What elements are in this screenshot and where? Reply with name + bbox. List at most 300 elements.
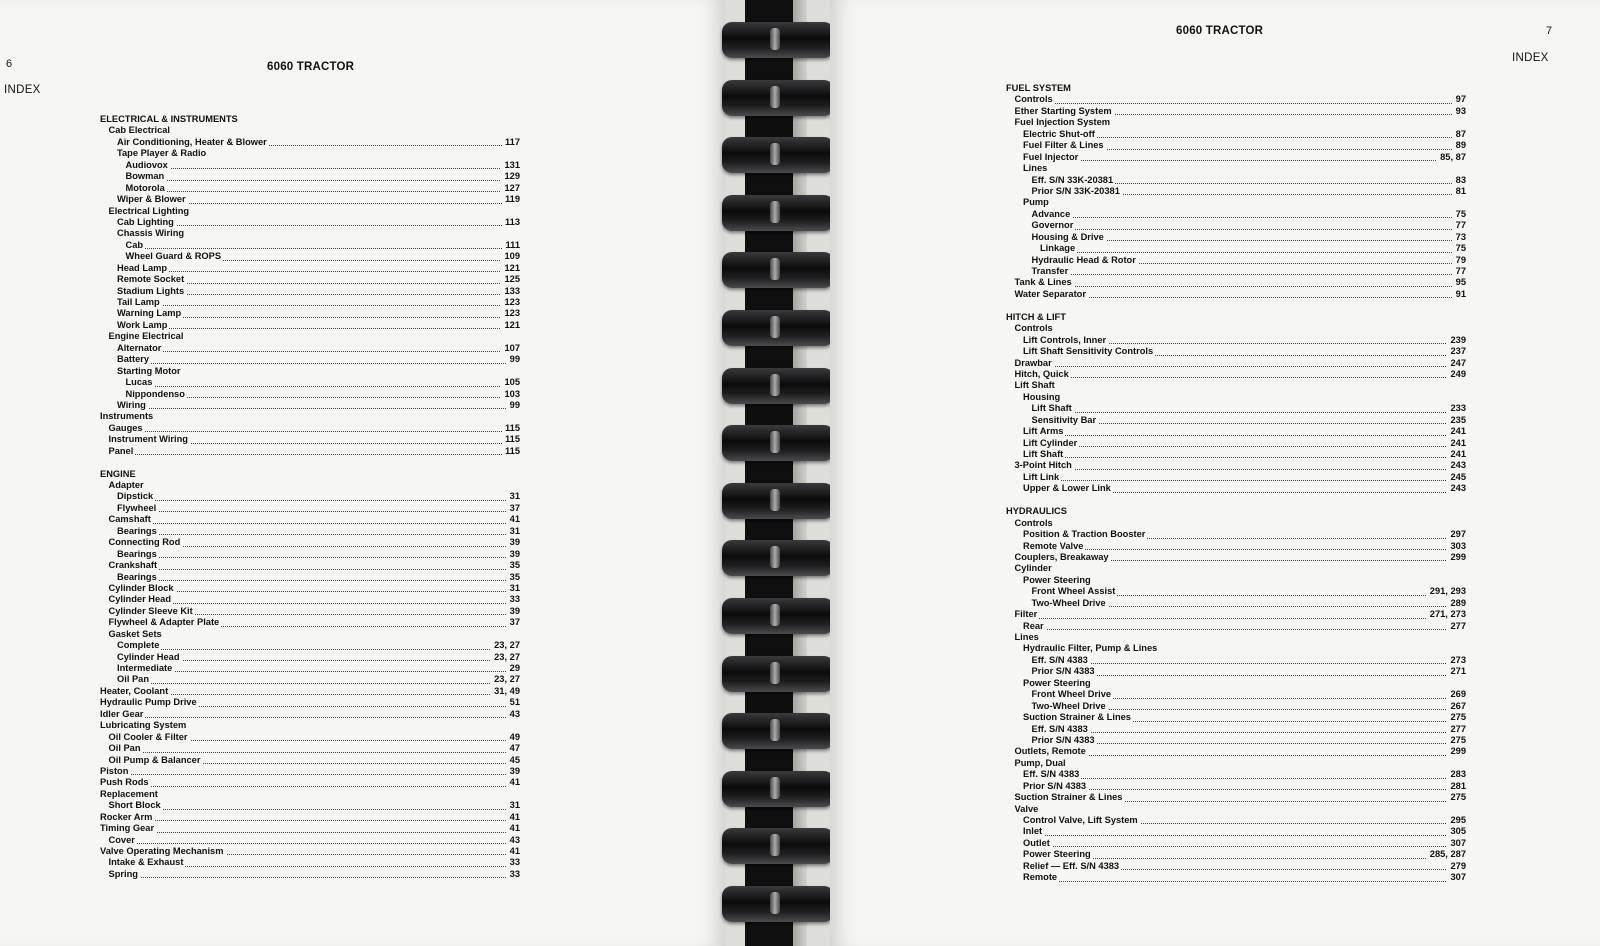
entry-label: Wiper & Blower	[117, 194, 186, 205]
entry-label: Prior S/N 4383	[1023, 780, 1087, 791]
entry-label: Cylinder Sleeve Kit	[108, 605, 193, 616]
entry-page-number: 113	[502, 217, 520, 228]
entry-page-number: 241	[1447, 449, 1466, 460]
entry-label: Prior S/N 33K-20381	[1031, 185, 1120, 196]
entry-page-number: 83	[1453, 175, 1466, 186]
section-heading	[100, 114, 520, 125]
entry-page-number: 245	[1447, 472, 1466, 483]
binding-coil	[722, 137, 834, 173]
entry-label: Warning Lamp	[117, 308, 182, 319]
binding-coil	[722, 195, 834, 231]
leader-dots	[1033, 618, 1466, 630]
entry-label: Power Steering	[1023, 677, 1091, 688]
entry-label: Chassis Wiring	[117, 228, 185, 239]
entry-page-number: 31	[507, 583, 520, 594]
entry-label: Housing & Drive	[1031, 231, 1104, 242]
section-heading	[1006, 312, 1466, 323]
entry-label: Advance	[1031, 208, 1071, 219]
binding-coil	[722, 713, 834, 749]
entry-label: Remote	[1023, 872, 1058, 883]
entry-page-number: 91	[1453, 289, 1466, 300]
entry-label: Adapter	[108, 480, 144, 490]
entry-label: Cab Lighting	[117, 216, 174, 227]
index-entry	[1006, 369, 1466, 380]
entry-label: Intermediate	[117, 663, 173, 673]
entry-label: Stadium Lights	[117, 285, 185, 296]
binding-coil	[722, 656, 834, 692]
entry-label: Cab Electrical	[108, 125, 170, 136]
entry-page-number: 37	[507, 503, 520, 514]
entry-page-number: 35	[507, 560, 520, 571]
entry-page-number: 123	[501, 308, 520, 319]
right-index-column	[1006, 83, 1466, 884]
index-entry	[1006, 872, 1466, 883]
entry-label: Ether Starting System	[1014, 105, 1112, 116]
index-entry	[1006, 621, 1466, 632]
entry-page-number: 297	[1447, 529, 1466, 540]
entry-page-number: 279	[1447, 861, 1466, 872]
entry-label: Engine Electrical	[108, 331, 184, 342]
entry-page-number: 23, 27	[491, 652, 520, 663]
entry-label: Nippondenso	[125, 388, 185, 399]
leader-dots	[110, 774, 520, 786]
entry-label: Lift Arms	[1023, 426, 1064, 437]
entry-label: Prior S/N 4383	[1031, 734, 1095, 745]
entry-label: Alternator	[117, 342, 162, 353]
entry-label: Instrument Wiring	[108, 434, 188, 445]
entry-page-number: 129	[501, 171, 520, 182]
entry-page-number: 237	[1447, 346, 1466, 357]
entry-label: Couplers, Breakaway	[1014, 551, 1109, 562]
entry-page-number: 271, 273	[1427, 609, 1466, 620]
entry-page-number: 51	[507, 697, 520, 708]
entry-page-number: 295	[1447, 815, 1466, 826]
entry-label: Electric Shut-off	[1023, 128, 1095, 139]
right-page	[830, 0, 1600, 946]
entry-page-number: 23, 27	[491, 674, 520, 685]
binding-coil	[722, 886, 834, 922]
binding-coil	[722, 368, 834, 404]
left-index-column	[100, 114, 520, 880]
section-heading-label: HITCH & LIFT	[1006, 311, 1066, 322]
entry-page-number: 241	[1447, 426, 1466, 437]
entry-page-number: 307	[1447, 872, 1466, 883]
entry-page-number: 73	[1453, 232, 1466, 243]
entry-label: Connecting Rod	[108, 537, 181, 548]
entry-label: Lift Shaft	[1014, 380, 1055, 391]
entry-label: Power Steering	[1023, 574, 1091, 585]
entry-label: Controls	[1014, 94, 1053, 105]
entry-page-number: 243	[1447, 460, 1466, 471]
binding-coil	[722, 483, 834, 519]
entry-page-number: 41	[507, 846, 520, 857]
entry-page-number: 275	[1447, 792, 1466, 803]
left-page	[0, 0, 725, 946]
entry-label: Two-Wheel Drive	[1031, 597, 1106, 608]
entry-label: Spring	[108, 868, 138, 879]
entry-label: Cab	[125, 239, 144, 250]
entry-page-number: 125	[501, 274, 520, 285]
entry-label: Water Separator	[1014, 288, 1086, 299]
entry-page-number: 89	[1453, 140, 1466, 151]
entry-label: Bearings	[117, 571, 157, 582]
binding-coil	[722, 598, 834, 634]
entry-label: Rocker Arm	[100, 811, 153, 822]
entry-page-number: 111	[503, 240, 521, 251]
entry-page-number: 23, 27	[491, 640, 520, 651]
entry-label: Gasket Sets	[108, 628, 162, 639]
left-index-label: INDEX	[4, 84, 41, 96]
entry-label: Complete	[117, 640, 160, 651]
entry-label: Cylinder Head	[117, 651, 180, 662]
binding-coil	[722, 771, 834, 807]
entry-page-number: 307	[1447, 838, 1466, 849]
section-heading-label: ENGINE	[100, 468, 136, 479]
index-entry	[100, 137, 520, 148]
entry-page-number: 39	[507, 606, 520, 617]
entry-label: Power Steering	[1023, 849, 1091, 860]
entry-label: Audiovox	[125, 159, 168, 170]
entry-page-number: 47	[507, 743, 520, 754]
entry-page-number: 271	[1447, 666, 1466, 677]
index-entry	[100, 354, 520, 365]
entry-label: Fuel Injector	[1023, 151, 1079, 162]
entry-label: Lift Controls, Inner	[1023, 334, 1107, 345]
entry-label: Position & Traction Booster	[1023, 529, 1146, 540]
entry-label: Pump	[1023, 197, 1049, 208]
entry-label: Remote Valve	[1023, 540, 1084, 551]
entry-label: Bowman	[125, 171, 165, 182]
entry-label: Tail Lamp	[117, 297, 160, 307]
entry-label: Tape Player & Radio	[117, 148, 207, 159]
entry-label: Linkage	[1040, 243, 1076, 254]
entry-page-number: 239	[1447, 335, 1466, 346]
index-entry	[100, 217, 520, 228]
entry-page-number: 97	[1453, 94, 1466, 105]
entry-label: Camshaft	[108, 514, 151, 525]
entry-page-number: 41	[507, 514, 520, 525]
entry-page-number: 277	[1447, 621, 1466, 632]
entry-page-number: 29	[507, 663, 520, 674]
index-entry	[1006, 289, 1466, 300]
entry-label: Oil Pump & Balancer	[108, 754, 201, 765]
entry-page-number: 121	[501, 263, 520, 274]
entry-page-number: 277	[1447, 724, 1466, 735]
entry-page-number: 85, 87	[1437, 152, 1466, 163]
entry-label: Transfer	[1031, 266, 1069, 276]
section-heading	[100, 469, 520, 480]
entry-page-number: 75	[1453, 243, 1466, 254]
entry-page-number: 273	[1447, 655, 1466, 666]
right-page-title: 6060 TRACTOR	[1176, 25, 1264, 37]
entry-label: Eff. S/N 4383	[1031, 723, 1088, 734]
entry-label: Electrical Lighting	[108, 205, 190, 216]
entry-page-number: 115	[502, 446, 520, 457]
entry-label: Piston	[100, 765, 129, 776]
index-entry	[1006, 632, 1466, 643]
entry-page-number: 119	[502, 194, 520, 205]
entry-label: Eff. S/N 4383	[1031, 654, 1088, 665]
entry-label: Outlet	[1023, 837, 1050, 848]
entry-label: Oil Pan	[108, 743, 141, 754]
entry-label: Dipstick	[117, 491, 154, 502]
entry-page-number: 81	[1453, 186, 1466, 197]
entry-label: Intake & Exhaust	[108, 857, 184, 868]
entry-page-number: 299	[1447, 552, 1466, 563]
index-entry	[1006, 483, 1466, 494]
entry-label: Outlets, Remote	[1014, 746, 1086, 757]
entry-page-number: 37	[507, 617, 520, 628]
entry-label: Crankshaft	[108, 560, 158, 571]
entry-page-number: 275	[1447, 735, 1466, 746]
entry-page-number: 41	[507, 812, 520, 823]
index-entry	[100, 194, 520, 205]
entry-page-number: 281	[1447, 781, 1466, 792]
entry-page-number: 43	[507, 835, 520, 846]
entry-label: Replacement	[100, 788, 158, 799]
index-entry	[100, 617, 520, 628]
entry-label: Bearings	[117, 525, 157, 536]
binding-coil	[722, 310, 834, 346]
entry-label: Upper & Lower Link	[1023, 483, 1111, 494]
section-heading	[1006, 506, 1466, 517]
entry-page-number: 247	[1447, 358, 1466, 369]
entry-label: Inlet	[1023, 826, 1043, 837]
entry-label: Lift Shaft	[1023, 449, 1064, 459]
entry-label: Filter	[1014, 609, 1038, 620]
entry-page-number: 79	[1453, 255, 1466, 266]
entry-label: Cover	[108, 834, 135, 845]
leader-dots	[1042, 663, 1467, 675]
entry-page-number: 131	[501, 160, 520, 171]
binding-coil	[722, 540, 834, 576]
entry-label: Housing	[1023, 391, 1061, 402]
entry-page-number: 87	[1453, 129, 1466, 140]
binding-coil	[722, 828, 834, 864]
entry-page-number: 95	[1453, 277, 1466, 288]
entry-page-number: 99	[507, 400, 520, 411]
entry-label: Governor	[1031, 220, 1074, 231]
entry-label: Hydraulic Filter, Pump & Lines	[1023, 643, 1158, 654]
entry-page-number: 305	[1447, 826, 1466, 837]
entry-label: Head Lamp	[117, 262, 168, 273]
entry-page-number: 39	[507, 549, 520, 560]
entry-label: Instruments	[100, 411, 154, 422]
entry-page-number: 123	[501, 297, 520, 308]
entry-page-number: 31, 49	[491, 686, 520, 697]
entry-label: Two-Wheel Drive	[1031, 700, 1106, 711]
index-entry	[100, 320, 520, 331]
entry-page-number: 241	[1447, 438, 1466, 449]
entry-label: Bearings	[117, 548, 157, 559]
entry-page-number: 103	[501, 389, 520, 400]
entry-label: Hydraulic Pump Drive	[100, 697, 197, 708]
entry-label: Front Wheel Drive	[1031, 689, 1112, 700]
index-entry	[100, 446, 520, 457]
entry-label: Lift Cylinder	[1023, 437, 1078, 448]
index-entry	[1006, 186, 1466, 197]
index-entry	[1006, 380, 1466, 391]
entry-label: Work Lamp	[117, 319, 168, 330]
entry-label: Wheel Guard & ROPS	[125, 251, 222, 262]
section-heading-label: ELECTRICAL & INSTRUMENTS	[100, 114, 238, 124]
entry-page-number: 249	[1447, 369, 1466, 380]
binding-coil	[722, 425, 834, 461]
entry-page-number: 31	[507, 800, 520, 811]
entry-page-number: 299	[1447, 746, 1466, 757]
entry-label: Eff. S/N 33K-20381	[1031, 174, 1114, 185]
entry-label: Short Block	[108, 800, 161, 811]
entry-label: Valve	[1014, 803, 1039, 814]
entry-page-number: 303	[1447, 541, 1466, 552]
entry-page-number: 285, 287	[1427, 849, 1466, 860]
entry-label: Suction Strainer & Lines	[1023, 712, 1131, 723]
section-heading-label: HYDRAULICS	[1006, 506, 1067, 517]
entry-label: Rear	[1023, 620, 1044, 631]
entry-label: Air Conditioning, Heater & Blower	[117, 136, 267, 147]
entry-page-number: 77	[1453, 266, 1466, 277]
leader-dots	[1025, 286, 1467, 298]
entry-label: Timing Gear	[100, 823, 155, 834]
entry-page-number: 115	[502, 434, 520, 445]
entry-label: Relief — Eff. S/N 4383	[1023, 860, 1120, 871]
entry-label: Lucas	[125, 377, 153, 388]
index-entry	[100, 400, 520, 411]
entry-page-number: 275	[1447, 712, 1466, 723]
entry-label: Hydraulic Head & Rotor	[1031, 254, 1136, 265]
entry-label: Controls	[1014, 323, 1053, 334]
entry-page-number: 233	[1447, 403, 1466, 414]
entry-page-number: 267	[1447, 701, 1466, 712]
entry-page-number: 31	[507, 526, 520, 537]
entry-page-number: 77	[1453, 220, 1466, 231]
entry-page-number: 115	[502, 423, 520, 434]
entry-page-number: 105	[501, 377, 520, 388]
entry-page-number: 33	[507, 869, 520, 880]
binding-coil	[722, 80, 834, 116]
entry-label: Cylinder Block	[108, 582, 174, 593]
entry-label: Lines	[1014, 632, 1039, 642]
entry-label: Gauges	[108, 422, 143, 433]
entry-label: Battery	[117, 354, 150, 365]
index-entry	[1006, 792, 1466, 803]
entry-label: Wiring	[117, 399, 146, 410]
entry-label: Lubricating System	[100, 720, 187, 731]
entry-page-number: 41	[507, 777, 520, 788]
entry-page-number: 109	[501, 251, 520, 262]
entry-label: Lift Link	[1023, 471, 1060, 482]
entry-page-number: 133	[501, 286, 520, 297]
entry-label: Fuel Filter & Lines	[1023, 140, 1104, 151]
entry-label: Motorola	[125, 182, 165, 193]
entry-label: Front Wheel Assist	[1031, 586, 1116, 597]
entry-page-number: 291, 293	[1427, 586, 1466, 597]
left-page-title: 6060 TRACTOR	[267, 61, 355, 73]
entry-page-number: 33	[507, 857, 520, 868]
entry-label: Pump, Dual	[1014, 757, 1066, 768]
entry-label: 3-Point Hitch	[1014, 460, 1072, 471]
entry-label: Sensitivity Bar	[1031, 414, 1097, 425]
entry-page-number: 33	[507, 594, 520, 605]
entry-page-number: 43	[507, 709, 520, 720]
leader-dots	[127, 317, 520, 329]
entry-label: Fuel Injection System	[1014, 117, 1111, 128]
left-page-number: 6	[6, 58, 13, 70]
binding-coil	[722, 22, 834, 58]
entry-label: Cylinder Head	[108, 594, 172, 605]
index-entry	[1006, 152, 1466, 163]
binding-coil	[722, 252, 834, 288]
right-index-label: INDEX	[1512, 52, 1549, 64]
entry-label: Lift Shaft	[1031, 403, 1072, 414]
index-entry	[1006, 552, 1466, 563]
entry-label: Prior S/N 4383	[1031, 666, 1095, 677]
entry-page-number: 283	[1447, 769, 1466, 780]
entry-label: Idler Gear	[100, 708, 144, 719]
entry-label: Starting Motor	[117, 365, 181, 376]
entry-page-number: 127	[501, 183, 520, 194]
entry-label: Tank & Lines	[1014, 277, 1072, 288]
entry-page-number: 75	[1453, 209, 1466, 220]
leader-dots	[127, 351, 520, 363]
entry-label: Oil Cooler & Filter	[108, 731, 188, 742]
entry-page-number: 121	[501, 320, 520, 331]
entry-label: Remote Socket	[117, 274, 185, 285]
index-entry	[100, 777, 520, 788]
entry-page-number: 289	[1447, 598, 1466, 609]
entry-label: Cylinder	[1014, 563, 1052, 574]
entry-page-number: 41	[507, 823, 520, 834]
entry-label: Eff. S/N 4383	[1023, 769, 1080, 780]
entry-page-number: 35	[507, 572, 520, 583]
index-entry	[1006, 106, 1466, 117]
entry-page-number: 39	[507, 537, 520, 548]
entry-page-number: 235	[1447, 415, 1466, 426]
entry-label: Control Valve, Lift System	[1023, 815, 1138, 825]
entry-page-number: 31	[507, 491, 520, 502]
entry-label: Controls	[1014, 517, 1053, 528]
right-page-number: 7	[1546, 25, 1553, 37]
entry-label: Lines	[1023, 163, 1048, 174]
entry-label: Push Rods	[100, 777, 149, 788]
index-entry	[1006, 563, 1466, 574]
entry-label: Panel	[108, 445, 134, 456]
entry-label: Oil Pan	[117, 674, 150, 685]
entry-label: Drawbar	[1014, 357, 1052, 368]
entry-label: Hitch, Quick	[1014, 368, 1069, 379]
entry-label: Flywheel	[117, 502, 157, 513]
index-entry	[100, 869, 520, 880]
entry-page-number: 269	[1447, 689, 1466, 700]
index-entry	[1006, 746, 1466, 757]
entry-page-number: 107	[501, 343, 520, 354]
entry-page-number: 117	[502, 137, 520, 148]
entry-label: Lift Shaft Sensitivity Controls	[1023, 346, 1154, 357]
section-heading-label: FUEL SYSTEM	[1006, 83, 1071, 93]
entry-page-number: 243	[1447, 483, 1466, 494]
entry-label: Flywheel & Adapter Plate	[108, 617, 220, 628]
entry-page-number: 39	[507, 766, 520, 777]
entry-page-number: 93	[1453, 106, 1466, 117]
index-entry	[100, 709, 520, 720]
entry-page-number: 45	[507, 755, 520, 766]
entry-label: Heater, Coolant	[100, 685, 169, 696]
entry-page-number: 49	[507, 732, 520, 743]
index-entry	[1006, 666, 1466, 677]
leader-dots	[1025, 366, 1467, 378]
entry-label: Valve Operating Mechanism	[100, 846, 224, 856]
entry-label: Suction Strainer & Lines	[1014, 792, 1123, 803]
